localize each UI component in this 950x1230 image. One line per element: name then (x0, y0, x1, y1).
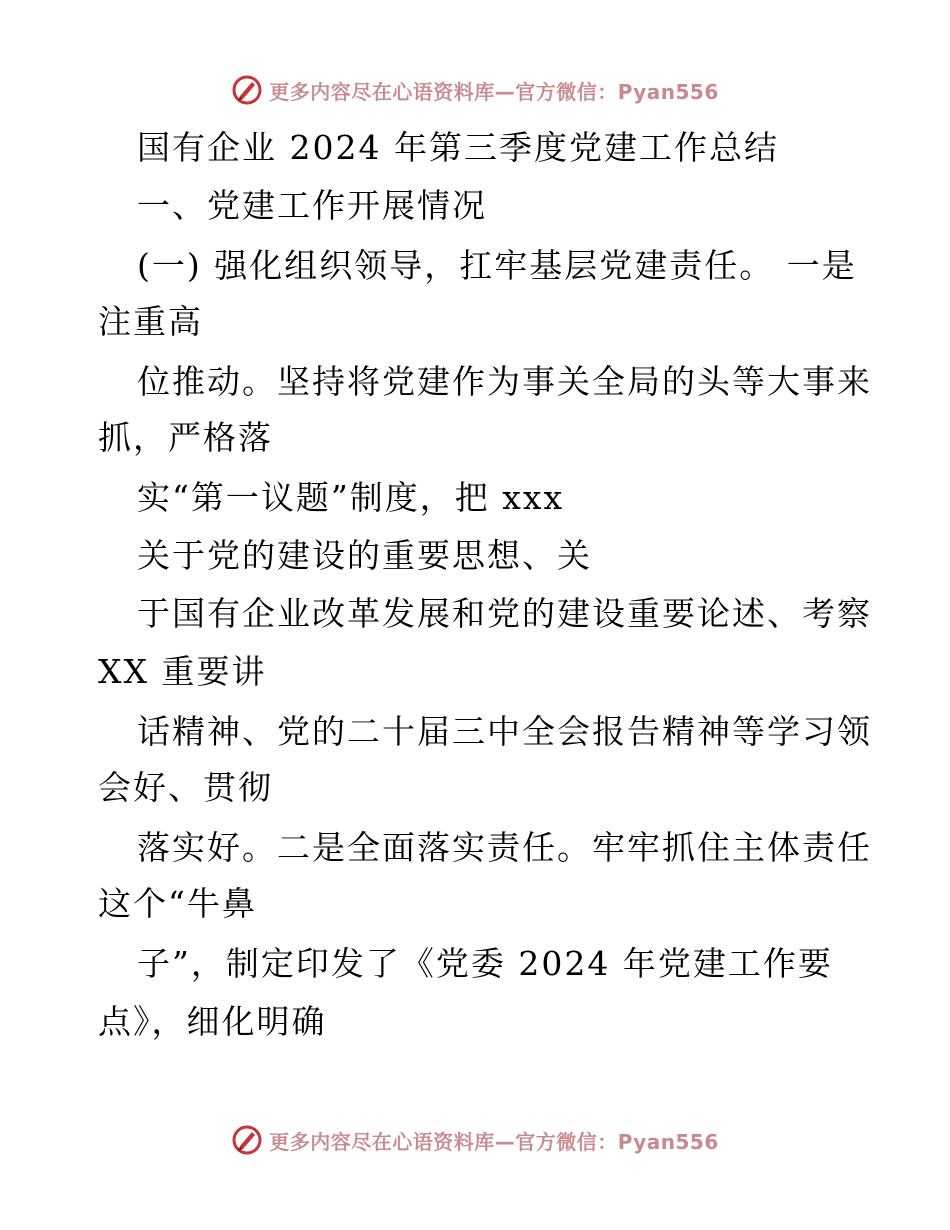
text-line: 落实好。二是全面落实责任。牢牢抓住主体责任 (137, 828, 872, 867)
text-line: 子”，制定印发了《党委 2024 年党建工作要 (137, 944, 833, 983)
header-watermark-text: 更多内容尽在心语资料库—官方微信：Pyan556 (269, 79, 719, 104)
text-line: 实“第一议题”制度，把 xxx (137, 478, 565, 517)
text-line: 关于党的建设的重要思想、关 (137, 536, 592, 575)
text-line: 抓，严格落 (98, 418, 273, 457)
document-title: 国有企业 2024 年第三季度党建工作总结 (137, 128, 779, 167)
section-heading: 一、党建工作开展情况 (137, 186, 487, 225)
subsection-heading: (一) 强化组织领导，扛牢基层党建责任。 一是 (137, 246, 857, 285)
text-line: 这个“牛鼻 (98, 884, 257, 923)
text-line: 于国有企业改革发展和党的建设重要论述、考察 (137, 594, 872, 633)
text-line: 注重高 (98, 302, 203, 341)
text-line: 位推动。坚持将党建作为事关全局的头等大事来 (137, 362, 872, 401)
footer-watermark (0, 1120, 950, 1160)
red-circle-pen-logo-icon (231, 1124, 263, 1156)
footer-watermark-text: 更多内容尽在心语资料库—官方微信：Pyan556 (269, 1129, 719, 1154)
text-line: 点》，细化明确 (98, 1002, 327, 1041)
text-line: 会好、贯彻 (98, 768, 273, 807)
text-line: XX 重要讲 (98, 652, 267, 691)
text-line: 话精神、党的二十届三中全会报告精神等学习领 (137, 712, 872, 751)
